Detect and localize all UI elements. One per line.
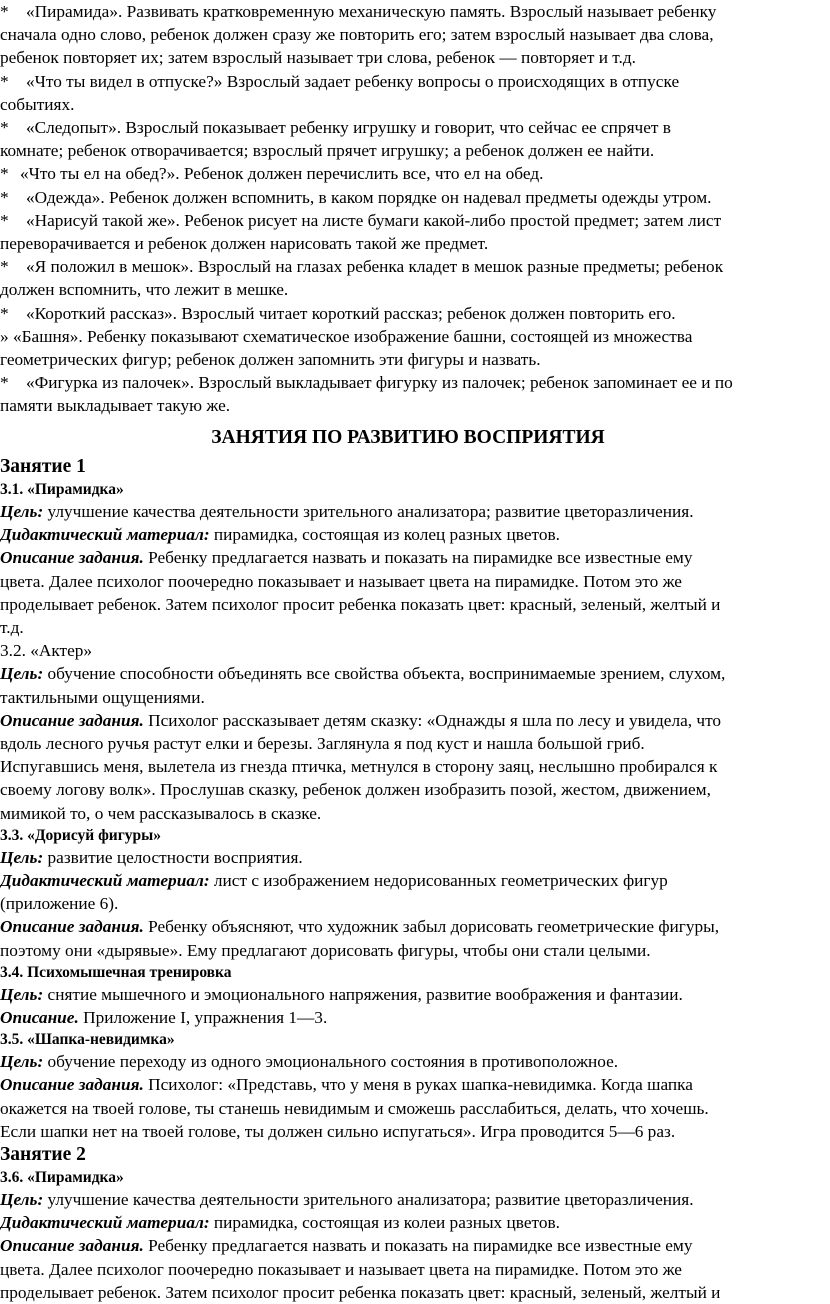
goal-label: Цель: <box>0 984 44 1004</box>
material-text: лист с изображением недорисованных геометрических фигур <box>209 871 668 891</box>
bullet-marker: » <box>0 326 9 346</box>
lessons-content <box>0 455 830 1304</box>
goal-text: снятие мышечного и эмоционального напряжения, развитие воображения и фантазии. <box>43 984 683 1004</box>
lesson-title: Занятие 2 <box>0 1144 86 1166</box>
list-item <box>0 116 828 162</box>
exercise-title: 3.6. «Пирамидка» <box>0 1169 124 1187</box>
list-item-text: «Одежда». Ребенок должен вспомнить, в каком порядке он надевал предметы одежды утром. <box>26 187 712 207</box>
list-item <box>0 302 828 325</box>
description-label: Описание задания. <box>0 917 144 937</box>
description-text: Ребенку объясняют, что художник забыл дорисовать геометрические фигуры, <box>143 917 720 937</box>
material-text: пирамидка, состоящая из колец разных цветов. <box>209 525 560 545</box>
goal-label: Цель: <box>0 1190 44 1210</box>
bullet-marker: * <box>0 71 9 91</box>
exercise-3-3 <box>0 825 830 962</box>
list-item <box>0 0 828 70</box>
description-text: Ребенку предлагается назвать и показать на пирамидке все известные ему <box>143 1236 693 1256</box>
description-text: Ребенку предлагается назвать и показать на пирамидке все известные ему <box>143 548 693 568</box>
list-item <box>0 186 828 209</box>
list-item-text: событиях. <box>0 94 75 114</box>
exercise-3-6 <box>0 1167 830 1304</box>
bullet-marker: * <box>0 373 9 393</box>
goal-text: тактильными ощущениями. <box>0 687 205 707</box>
description-text: вдоль лесного ручья растут елки и березы. Заглянула я под куст и нашла большой гриб. <box>0 734 645 754</box>
list-item-text: комнате; ребенок отворачивается; взрослый прячет игрушку; а ребенок должен ее найти. <box>0 141 655 161</box>
exercise-3-5 <box>0 1029 830 1143</box>
description-text: своему логову волк». Прослушав сказку, ребенок должен изобразить позой, жестом, движением, <box>0 780 711 800</box>
bullet-marker: * <box>0 303 9 323</box>
goal-text: обучение способности объединять все свойства объекта, воспринимаемые зрением, слухом, <box>43 664 726 684</box>
exercise-title: 3.4. Психомышечная тренировка <box>0 963 232 981</box>
bullet-marker: * <box>0 210 9 230</box>
material-text: пирамидка, состоящая из колеи разных цветов. <box>209 1213 560 1233</box>
material-label: Дидактический материал: <box>0 1213 210 1233</box>
bullet-marker: * <box>0 187 9 207</box>
list-item-text: «Фигурка из палочек». Взрослый выкладывает фигурку из палочек; ребенок запоминает ее и по <box>26 373 733 393</box>
exercise-title: 3.3. «Дорисуй фигуры» <box>0 826 161 844</box>
goal-text: улучшение качества деятельности зрительного анализатора; развитие цветоразличения. <box>43 502 694 521</box>
list-item-text: «Следопыт». Взрослый показывает ребенку игрушку и говорит, что сейчас ее спрячет в <box>26 118 671 138</box>
description-label: Описание задания. <box>0 1236 144 1256</box>
list-item-text: сначала одно слово, ребенок должен сразу же повторить его; затем взрослый называет два слова, <box>0 25 714 45</box>
description-text: цвета. Далее психолог поочередно показывает и называет цвета на пирамидке. Потом это же <box>0 1259 682 1279</box>
bullet-marker: * <box>0 164 9 184</box>
description-text: проделывает ребенок. Затем психолог просит ребенка показать цвет: красный, зеленый, желтый и <box>0 594 721 614</box>
goal-text: обучение переходу из одного эмоционального состояния в противоположное. <box>43 1052 619 1072</box>
list-item-text: «Пирамида». Развивать кратковременную механическую память. Взрослый называет ребенку <box>26 2 717 21</box>
bullet-marker: * <box>0 257 9 277</box>
bullet-marker: * <box>0 2 9 21</box>
description-text: мимикой то, о чем рассказывалось в сказке. <box>0 803 322 823</box>
exercise-3-4 <box>0 962 830 1029</box>
description-label: Описание. <box>0 1008 79 1028</box>
description-text: цвета. Далее психолог поочередно показывает и называет цвета на пирамидке. Потом это же <box>0 571 682 591</box>
lesson-title: Занятие 1 <box>0 456 86 477</box>
goal-label: Цель: <box>0 502 44 521</box>
description-label: Описание задания. <box>0 710 144 730</box>
exercise-title: 3.2. «Актер» <box>0 641 93 661</box>
description-label: Описание задания. <box>0 548 144 568</box>
goal-text: развитие целостности восприятия. <box>43 847 303 867</box>
list-item <box>0 209 828 255</box>
list-item-text: переворачивается и ребенок должен нарисовать такой же предмет. <box>0 234 489 254</box>
bullet-marker: * <box>0 118 9 138</box>
list-item-text: должен вспомнить, что лежит в мешке. <box>0 280 289 300</box>
list-item-text: «Что ты видел в отпуске?» Взрослый задает ребенку вопросы о происходящих в отпуске <box>26 71 680 91</box>
description-text: Испугавшись меня, вылетела из гнезда птичка, метнулся в сторону заяц, неслышно пробирался к <box>0 757 718 777</box>
memory-games-list <box>0 0 828 418</box>
description-text: проделывает ребенок. Затем психолог просит ребенка показать цвет: красный, зеленый, желтый и <box>0 1282 721 1302</box>
description-text: Психолог рассказывает детям сказку: «Однажды я шла по лесу и увидела, что <box>143 710 722 730</box>
list-item-text: «Башня». Ребенку показывают схематическое изображение башни, состоящей из множества <box>12 326 693 346</box>
exercise-title: 3.1. «Пирамидка» <box>0 481 124 498</box>
list-item <box>0 162 828 185</box>
list-item <box>0 371 828 417</box>
list-item <box>0 255 828 301</box>
description-text: т.д. <box>0 618 24 638</box>
goal-label: Цель: <box>0 1052 44 1072</box>
exercise-title: 3.5. «Шапка-невидимка» <box>0 1031 175 1049</box>
list-item <box>0 70 828 116</box>
material-label: Дидактический материал: <box>0 525 210 545</box>
description-text: окажется на твоей голове, ты станешь невидимым и сможешь расслабиться, делать, что хочешь. <box>0 1098 709 1118</box>
description-text: Если шапки нет на твоей голове, ты должен сильно испугаться». Игра проводится 5—6 раз. <box>0 1121 676 1141</box>
exercise-3-2 <box>0 639 830 825</box>
material-label: Дидактический материал: <box>0 871 210 891</box>
section-heading: ЗАНЯТИЯ ПО РАЗВИТИЮ ВОСПРИЯТИЯ <box>211 427 605 448</box>
list-item-text: памяти выкладывает такую же. <box>0 396 231 416</box>
goal-label: Цель: <box>0 664 44 684</box>
list-item-text: «Что ты ел на обед?». Ребенок должен перечислить все, что ел на обед. <box>20 164 544 184</box>
description-label: Описание задания. <box>0 1075 144 1095</box>
list-item-text: ребенок повторяет их; затем взрослый называет три слова, ребенок — повторяет и т.д. <box>0 48 636 68</box>
description-text: поэтому они «дырявые». Ему предлагают дорисовать фигуры, чтобы они стали целыми. <box>0 940 651 960</box>
list-item <box>0 325 828 371</box>
goal-label: Цель: <box>0 847 44 867</box>
exercise-3-1 <box>0 479 830 639</box>
material-text: (приложение 6). <box>0 894 119 914</box>
list-item-text: «Я положил в мешок». Взрослый на глазах ребенка кладет в мешок разные предметы; ребенок <box>26 257 724 277</box>
list-item-text: геометрических фигур; ребенок должен запомнить эти фигуры и назвать. <box>0 350 541 370</box>
list-item-text: «Нарисуй такой же». Ребенок рисует на листе бумаги какой-либо простой предмет; затем лист <box>26 210 722 230</box>
goal-text: улучшение качества деятельности зрительного анализатора; развитие цветоразличения. <box>43 1190 694 1210</box>
list-item-text: «Короткий рассказ». Взрослый читает короткий рассказ; ребенок должен повторить его. <box>26 303 676 323</box>
description-text: Психолог: «Представь, что у меня в руках шапка-невидимка. Когда шапка <box>143 1075 693 1095</box>
description-text: Приложение I, упражнения 1—3. <box>78 1008 328 1028</box>
